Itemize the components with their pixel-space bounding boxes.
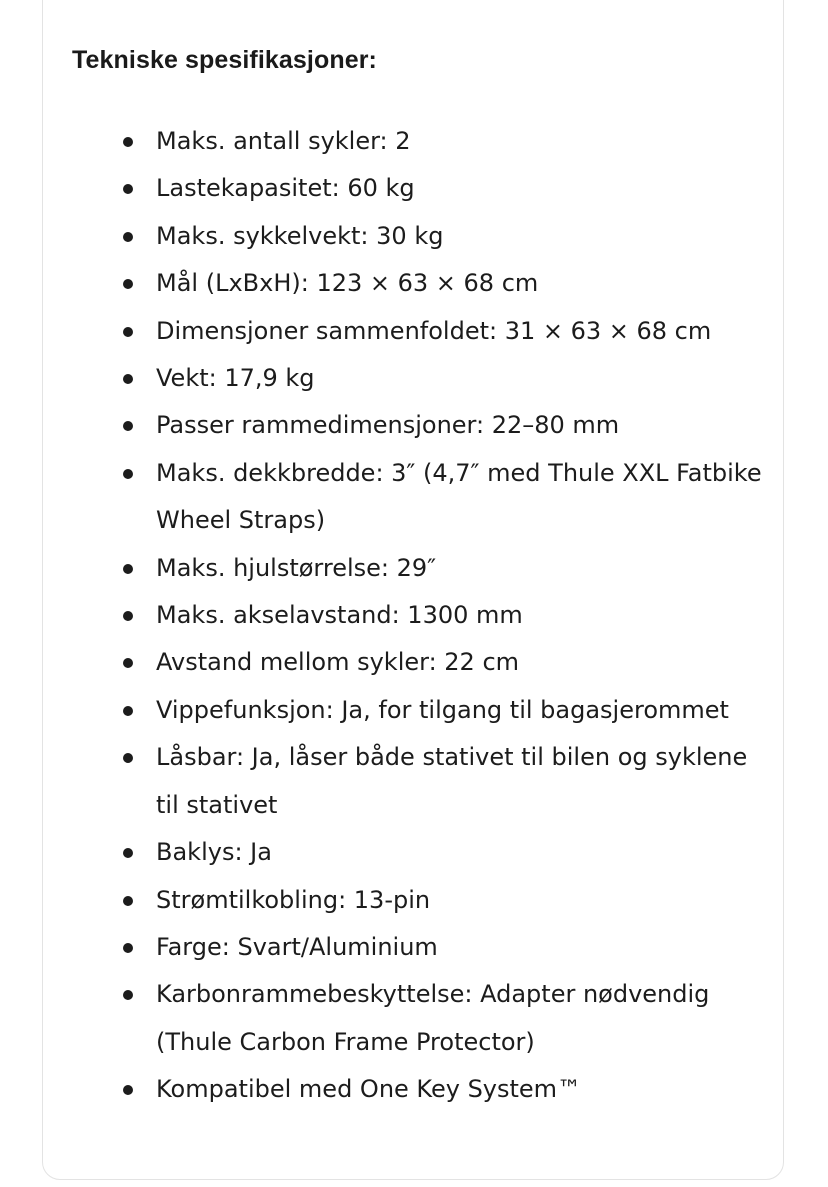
spec-text: Maks. antall sykler: 2 <box>156 127 411 155</box>
bullet-icon <box>123 990 133 1000</box>
spec-text: Kompatibel med One Key System™ <box>156 1075 582 1104</box>
spec-text: Baklys: Ja <box>156 838 272 867</box>
bullet-icon <box>123 1085 133 1095</box>
spec-item <box>0 355 828 402</box>
bullet-icon <box>123 564 133 574</box>
bullet-icon <box>123 469 133 479</box>
spec-item <box>0 260 828 307</box>
bullet-icon <box>123 137 133 147</box>
spec-item <box>0 687 828 734</box>
spec-text: Dimensjoner sammenfoldet: 31 × 63 × 68 cm <box>156 316 712 345</box>
bullet-icon <box>123 232 133 242</box>
spec-text: Karbonrammebeskyttelse: Adapter nødvendig (Thule Carbon Frame Protector) <box>156 980 710 1056</box>
spec-item <box>0 924 828 971</box>
spec-text: Strømtilkobling: 13-pin <box>156 885 431 914</box>
spec-item <box>0 639 828 686</box>
bullet-icon <box>123 374 133 384</box>
spec-text: Mål (LxBxH): 123 × 63 × 68 cm <box>156 269 539 298</box>
spec-text: Maks. sykkelvekt: 30 kg <box>156 221 444 250</box>
spec-item <box>0 402 828 449</box>
spec-item <box>0 829 828 876</box>
spec-text: Maks. akselavstand: 1300 mm <box>156 601 523 630</box>
spec-text: Vekt: 17,9 kg <box>156 364 315 393</box>
bullet-icon <box>123 706 133 716</box>
spec-item <box>0 165 828 212</box>
spec-text: Avstand mellom sykler: 22 cm <box>156 648 520 677</box>
bullet-icon <box>123 327 133 337</box>
spec-item <box>0 545 828 592</box>
spec-text: Passer rammedimensjoner: 22–80 mm <box>156 411 620 440</box>
spec-item <box>0 118 828 165</box>
spec-item <box>0 734 828 829</box>
spec-text: Låsbar: Ja, låser både stativet til bilen og syklene til stativet <box>156 743 748 819</box>
bullet-icon <box>123 753 133 763</box>
bullet-icon <box>123 611 133 621</box>
bullet-icon <box>123 943 133 953</box>
spec-text: Vippefunksjon: Ja, for tilgang til bagasjerommet <box>156 695 729 724</box>
spec-item <box>0 213 828 260</box>
spec-item <box>0 877 828 924</box>
spec-item <box>0 971 828 1066</box>
spec-item <box>0 450 828 545</box>
bullet-icon <box>123 421 133 431</box>
spec-item <box>0 308 828 355</box>
bullet-icon <box>123 279 133 289</box>
section-heading: Tekniske spesifikasjoner: <box>72 46 377 74</box>
spec-item <box>0 1066 828 1113</box>
spec-list <box>0 118 828 1114</box>
bullet-icon <box>123 184 133 194</box>
spec-text: Maks. hjulstørrelse: 29″ <box>156 553 437 582</box>
spec-item <box>0 592 828 639</box>
spec-text: Maks. dekkbredde: 3″ (4,7″ med Thule XXL Fatbike Wheel Straps) <box>156 458 762 535</box>
spec-text: Lastekapasitet: 60 kg <box>156 174 415 203</box>
bullet-icon <box>123 896 133 906</box>
bullet-icon <box>123 848 133 858</box>
bullet-icon <box>123 658 133 668</box>
spec-text: Farge: Svart/Aluminium <box>156 932 438 961</box>
